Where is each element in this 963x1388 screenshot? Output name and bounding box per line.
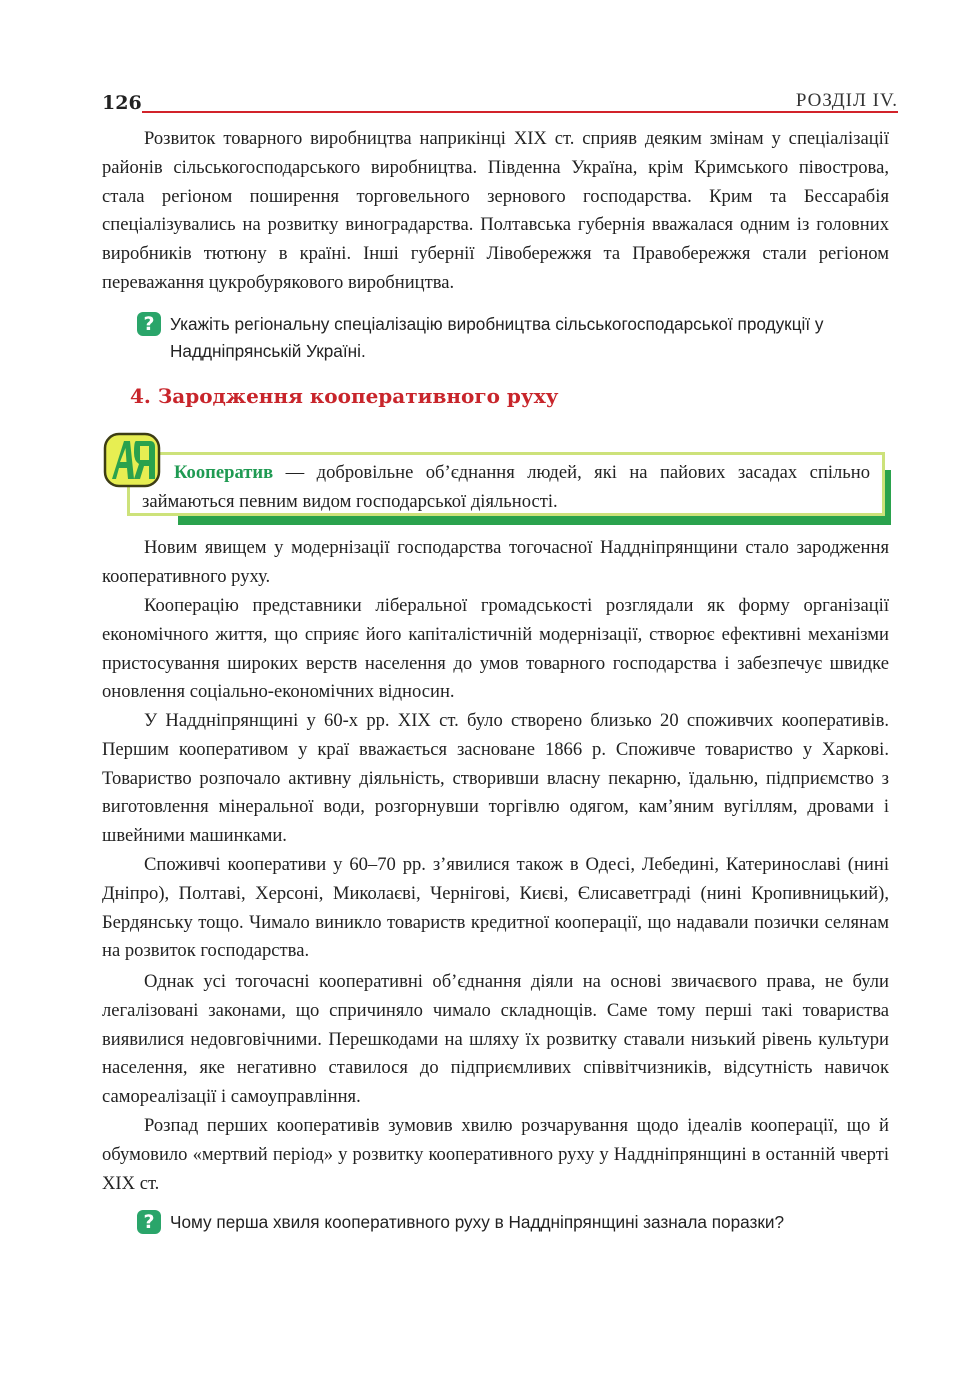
question-text-2: Чому перша хвиля кооперативного руху в Наддніпрянщині зазнала поразки? — [170, 1212, 785, 1232]
paragraph-4: Споживчі кооперативи у 60–70 рр. з’явилися також в Одесі, Лебедині, Катеринославі (нині Дніпро), Полтаві, Херсоні, Миколаєві, Чернігові, Києві, Єлисаветграді (нині Кропивницький), Бердянську тощо. Чимало виникло товариств кредитної кооперації, що надавали позички селянам на розвиток господарства. — [102, 854, 889, 962]
paragraph-1: Новим явищем у модернізації господарства тогочасної Наддніпрянщини стало зародження кооперативного руху. — [102, 537, 889, 587]
paragraph-intro: Розвиток товарного виробництва наприкінці XIX ст. сприяв деяким змінам у спеціалізації районів сільськогосподарського виробництва. Південна Україна, крім Кримського півострова, стала регіоном поширення торговельного зернового господарства. Крим та Бессарабія спеціалізувались на розвитку виноградарства. Полтавська губернія вважалася одним із головних виробників тютюну в країні. Інші губернії Лівобережжя та Правобережжя стали регіоном переважання цукробурякового виробництва. — [102, 128, 889, 293]
definition-box — [127, 452, 885, 516]
paragraph-5: Однак усі тогочасні кооперативні об’єднання діяли на основі звичаєвого права, не були легалізовані законами, що спричиняло чимало складнощів. Саме тому перші такі товариства виявилися недовговічними. Перешкодами на шляху їх розвитку ставали низький рівень культури населення, яке негативно ставилося до підприємливих співвітчизників, відсутність навичок самореалізації і самоуправління. — [102, 971, 889, 1108]
header-rule — [142, 111, 898, 113]
definition-term: Кооператив — [174, 462, 274, 483]
question-text: Укажіть регіональну спеціалізацію виробництва сільськогосподарської продукції у Наддніпрянській Україні. — [170, 314, 824, 361]
paragraph-2: Кооперацію представники ліберальної громадськості розглядали як форму організації економічного життя, що сприяє його капіталістичній модернізації, створює ефективні механізми пристосування широких верств населення до умов товарного господарства і забезпечує швидке оновлення соціально-економічних відносин. — [102, 595, 889, 703]
page-header — [102, 90, 898, 116]
page-number: 126 — [102, 92, 142, 114]
question-block — [137, 311, 892, 365]
question-block-2 — [137, 1209, 892, 1236]
definition-body: — добровільне об’єднання людей, які на пайових засадах спільно займаються певним видом господарської діяльності. — [142, 462, 870, 512]
paragraph-6: Розпад перших кооперативів зумовив хвилю розчарування щодо ідеалів кооперації, що й обумовило «мертвий період» у розвитку кооперативного руху у Наддніпрянщині в останній чверті XIX ст. — [102, 1115, 889, 1194]
dictionary-icon — [103, 432, 161, 488]
question-icon: ? — [137, 312, 161, 336]
section-label: РОЗДІЛ IV. — [795, 90, 898, 111]
question-icon: ? — [137, 1210, 161, 1234]
definition-text — [142, 459, 870, 517]
paragraph-3: У Наддніпрянщині у 60-х рр. XIX ст. було створено близько 20 споживчих кооперативів. Першим кооперативом у краї вважається засноване 1866 р. Споживче товариство у Харкові. Товариство розпочало активну діяльність, створивши власну пекарню, їдальню, підприємство з виготовлення мінеральної води, розгорнувши торгівлю одягом, кам’яним вугіллям, дровами і швейними машинками. — [102, 710, 889, 847]
section-heading: 4. Зародження кооперативного руху — [130, 384, 559, 408]
